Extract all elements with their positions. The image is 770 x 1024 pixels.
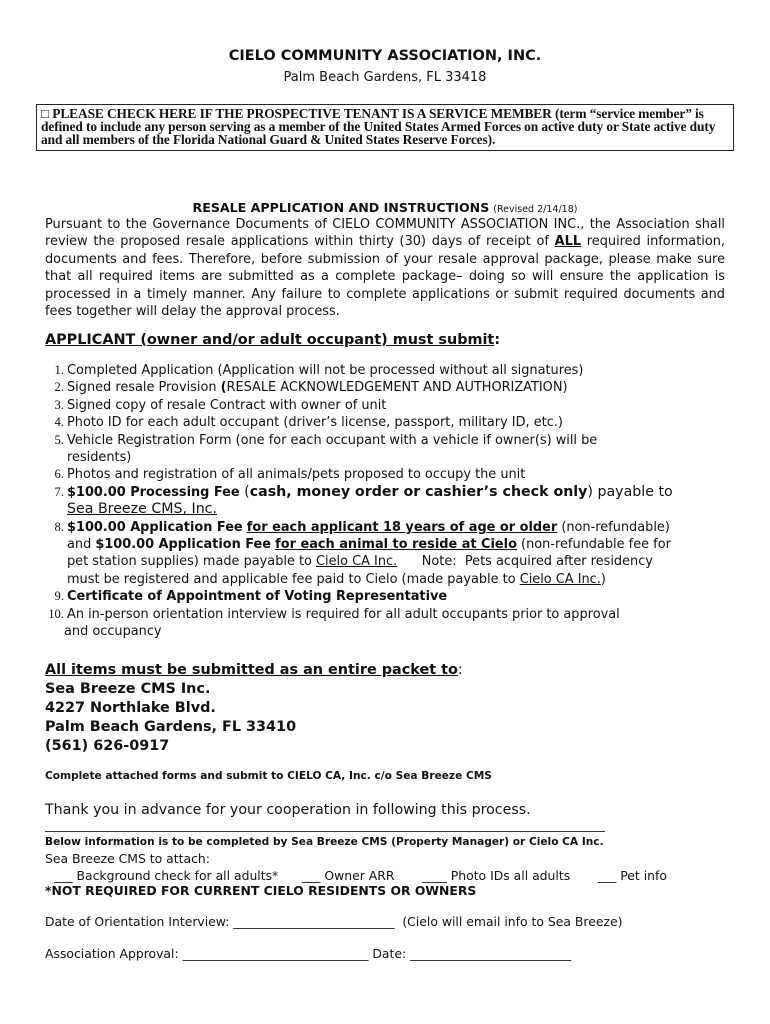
submission-label-text: All items must be submitted as an entire packet to	[45, 662, 458, 678]
item-text	[67, 379, 568, 396]
item-text: Vehicle Registration Form (one for each occupant with a vehicle if owner(s) will be	[67, 432, 598, 448]
list-item	[44, 414, 734, 431]
item-text	[67, 519, 670, 536]
item-text: Completed Application (Application will not be processed without all signatures)	[67, 363, 584, 378]
item-text-part: ) payable to	[587, 483, 673, 500]
item-text-part: )	[600, 571, 606, 587]
service-member-notice	[36, 104, 734, 151]
list-item	[44, 362, 734, 379]
payment-method: cash, money order or cashier’s check only	[249, 483, 588, 500]
list-item	[44, 466, 734, 483]
office-use-heading: Below information is to be completed by Sea Breeze CMS (Property Manager) or Cielo CA Inc.	[45, 836, 604, 848]
revised-date: (Revised 2/14/18)	[493, 204, 578, 215]
item-number: 1.	[54, 363, 64, 377]
item-text-part: (	[220, 380, 227, 396]
item-number: 10.	[48, 606, 64, 621]
application-fee: $100.00 Application Fee	[67, 519, 243, 535]
list-item	[44, 397, 734, 414]
item-number: 2.	[54, 380, 64, 395]
animal-condition: for each animal to reside at Cielo	[275, 537, 517, 553]
item-text-part: (non-refundable)	[557, 519, 670, 535]
item-text: Photo ID for each adult occupant (driver’s license, passport, military ID, etc.)	[67, 415, 563, 431]
item-text-part: Signed resale Provision	[67, 380, 221, 396]
applicant-heading-text: APPLICANT (owner and/or adult occupant) must submit	[45, 332, 495, 348]
item-number: 5.	[54, 432, 64, 447]
company-name: Sea Breeze CMS Inc.	[45, 681, 211, 697]
item-text-part: RESALE ACKNOWLEDGEMENT AND AUTHORIZATION)	[226, 380, 568, 396]
item-text-part: (non-refundable fee for	[516, 537, 671, 553]
service-member-notice-text: PLEASE CHECK HERE IF THE PROSPECTIVE TENANT IS A SERVICE MEMBER (term “service member” is defined to include any person serving as a member of the United States Armed Forces on active duty or State active duty and all members of the Florida National Guard & United States Reserve Forces).	[41, 106, 716, 148]
item-number: 8.	[54, 519, 64, 534]
payee-cielo: Cielo CA Inc.	[519, 571, 601, 587]
animal-fee: $100.00 Application Fee	[95, 537, 272, 553]
list-item	[44, 484, 734, 501]
item-text: Certificate of Appointment of Voting Representative	[67, 589, 448, 605]
list-item	[44, 432, 734, 449]
association-title: CIELO COMMUNITY ASSOCIATION, INC.	[228, 48, 542, 64]
applicant-heading-colon: :	[494, 332, 501, 348]
not-required-note: *NOT REQUIRED FOR CURRENT CIELO RESIDENTS OR OWNERS	[45, 883, 477, 898]
item-text: Signed copy of resale Contract with owner of unit	[67, 397, 387, 413]
submission-address-block	[45, 661, 463, 756]
intro-all-emphasis: ALL	[554, 234, 582, 250]
item-text-part: must be registered and applicable fee paid to Cielo (made payable to	[67, 571, 520, 587]
item-continuation	[44, 553, 734, 570]
intro-text-2: required information, documents and fees. Therefore, before submission of your resale approval package, please make sure that all required items are submitted as a complete package– doing so will ensure the application is processed in a timely manner. Any failure to complete applications or submit required documents and fees together will delay the approval process.	[45, 234, 725, 320]
item-text: An in-person orientation interview is required for all adult occupants prior to approval	[67, 606, 620, 622]
applicant-heading	[45, 332, 500, 348]
item-text: Photos and registration of all animals/pets proposed to occupy the unit	[67, 467, 526, 483]
list-item	[44, 519, 734, 536]
payee-cielo: Cielo CA Inc.	[316, 554, 398, 570]
association-address: Palm Beach Gardens, FL 33418	[283, 70, 487, 85]
item-number: 7.	[54, 484, 64, 499]
item-text	[67, 484, 673, 501]
processing-fee-payee: Sea Breeze CMS, Inc.	[67, 501, 217, 518]
submission-label	[45, 661, 463, 680]
list-item	[44, 588, 734, 605]
resale-instructions-heading: RESALE APPLICATION AND INSTRUCTIONS	[192, 200, 490, 215]
thank-you-note: Thank you in advance for your cooperation in following this process.	[45, 802, 531, 818]
intro-text-1: Pursuant to the Governance Documents of CIELO COMMUNITY ASSOCIATION INC., the Association shall review the proposed resale applications within thirty (30) days of receipt of	[45, 217, 725, 250]
submission-label-colon: :	[457, 662, 463, 678]
divider	[45, 831, 605, 832]
item-number: 6.	[54, 467, 64, 482]
city-state-zip: Palm Beach Gardens, FL 33410	[45, 719, 297, 735]
intro-paragraph	[45, 216, 725, 320]
attach-label: Sea Breeze CMS to attach:	[45, 851, 210, 866]
item-number: 4.	[54, 415, 64, 430]
item-text-part: and	[67, 537, 96, 553]
item-number: 9.	[54, 589, 64, 604]
item-text-part: pet station supplies) made payable to	[67, 554, 317, 570]
item-continuation: residents)	[67, 450, 132, 466]
item-text-part: (	[239, 483, 250, 500]
item-number: 3.	[54, 397, 64, 412]
street-address: 4227 Northlake Blvd.	[45, 700, 216, 716]
processing-fee: $100.00 Processing Fee	[67, 484, 240, 500]
requirements-list	[44, 362, 734, 641]
item-continuation: and occupancy	[64, 624, 162, 640]
list-item	[44, 606, 734, 623]
item-continuation	[44, 571, 734, 588]
complete-forms-note: Complete attached forms and submit to CIELO CA, Inc. c/o Sea Breeze CMS	[45, 770, 492, 782]
item-continuation	[44, 536, 734, 553]
service-member-checkbox[interactable]: □	[41, 106, 49, 121]
association-approval-field[interactable]: Association Approval: ______________________________ Date: __________________________	[45, 946, 572, 961]
section-heading	[0, 200, 770, 215]
applicant-condition: for each applicant 18 years of age or older	[246, 519, 558, 535]
attachment-checklist[interactable]: ___ Background check for all adults* ___ Owner ARR ____ Photo IDs all adults ___ Pet info	[54, 868, 667, 883]
orientation-date-field[interactable]: Date of Orientation Interview: __________________________ (Cielo will email info to Sea Breeze)	[45, 914, 623, 929]
item-text-part: Note: Pets acquired after residency	[397, 554, 653, 570]
list-item	[44, 379, 734, 396]
phone-number: (561) 626-0917	[45, 738, 170, 754]
